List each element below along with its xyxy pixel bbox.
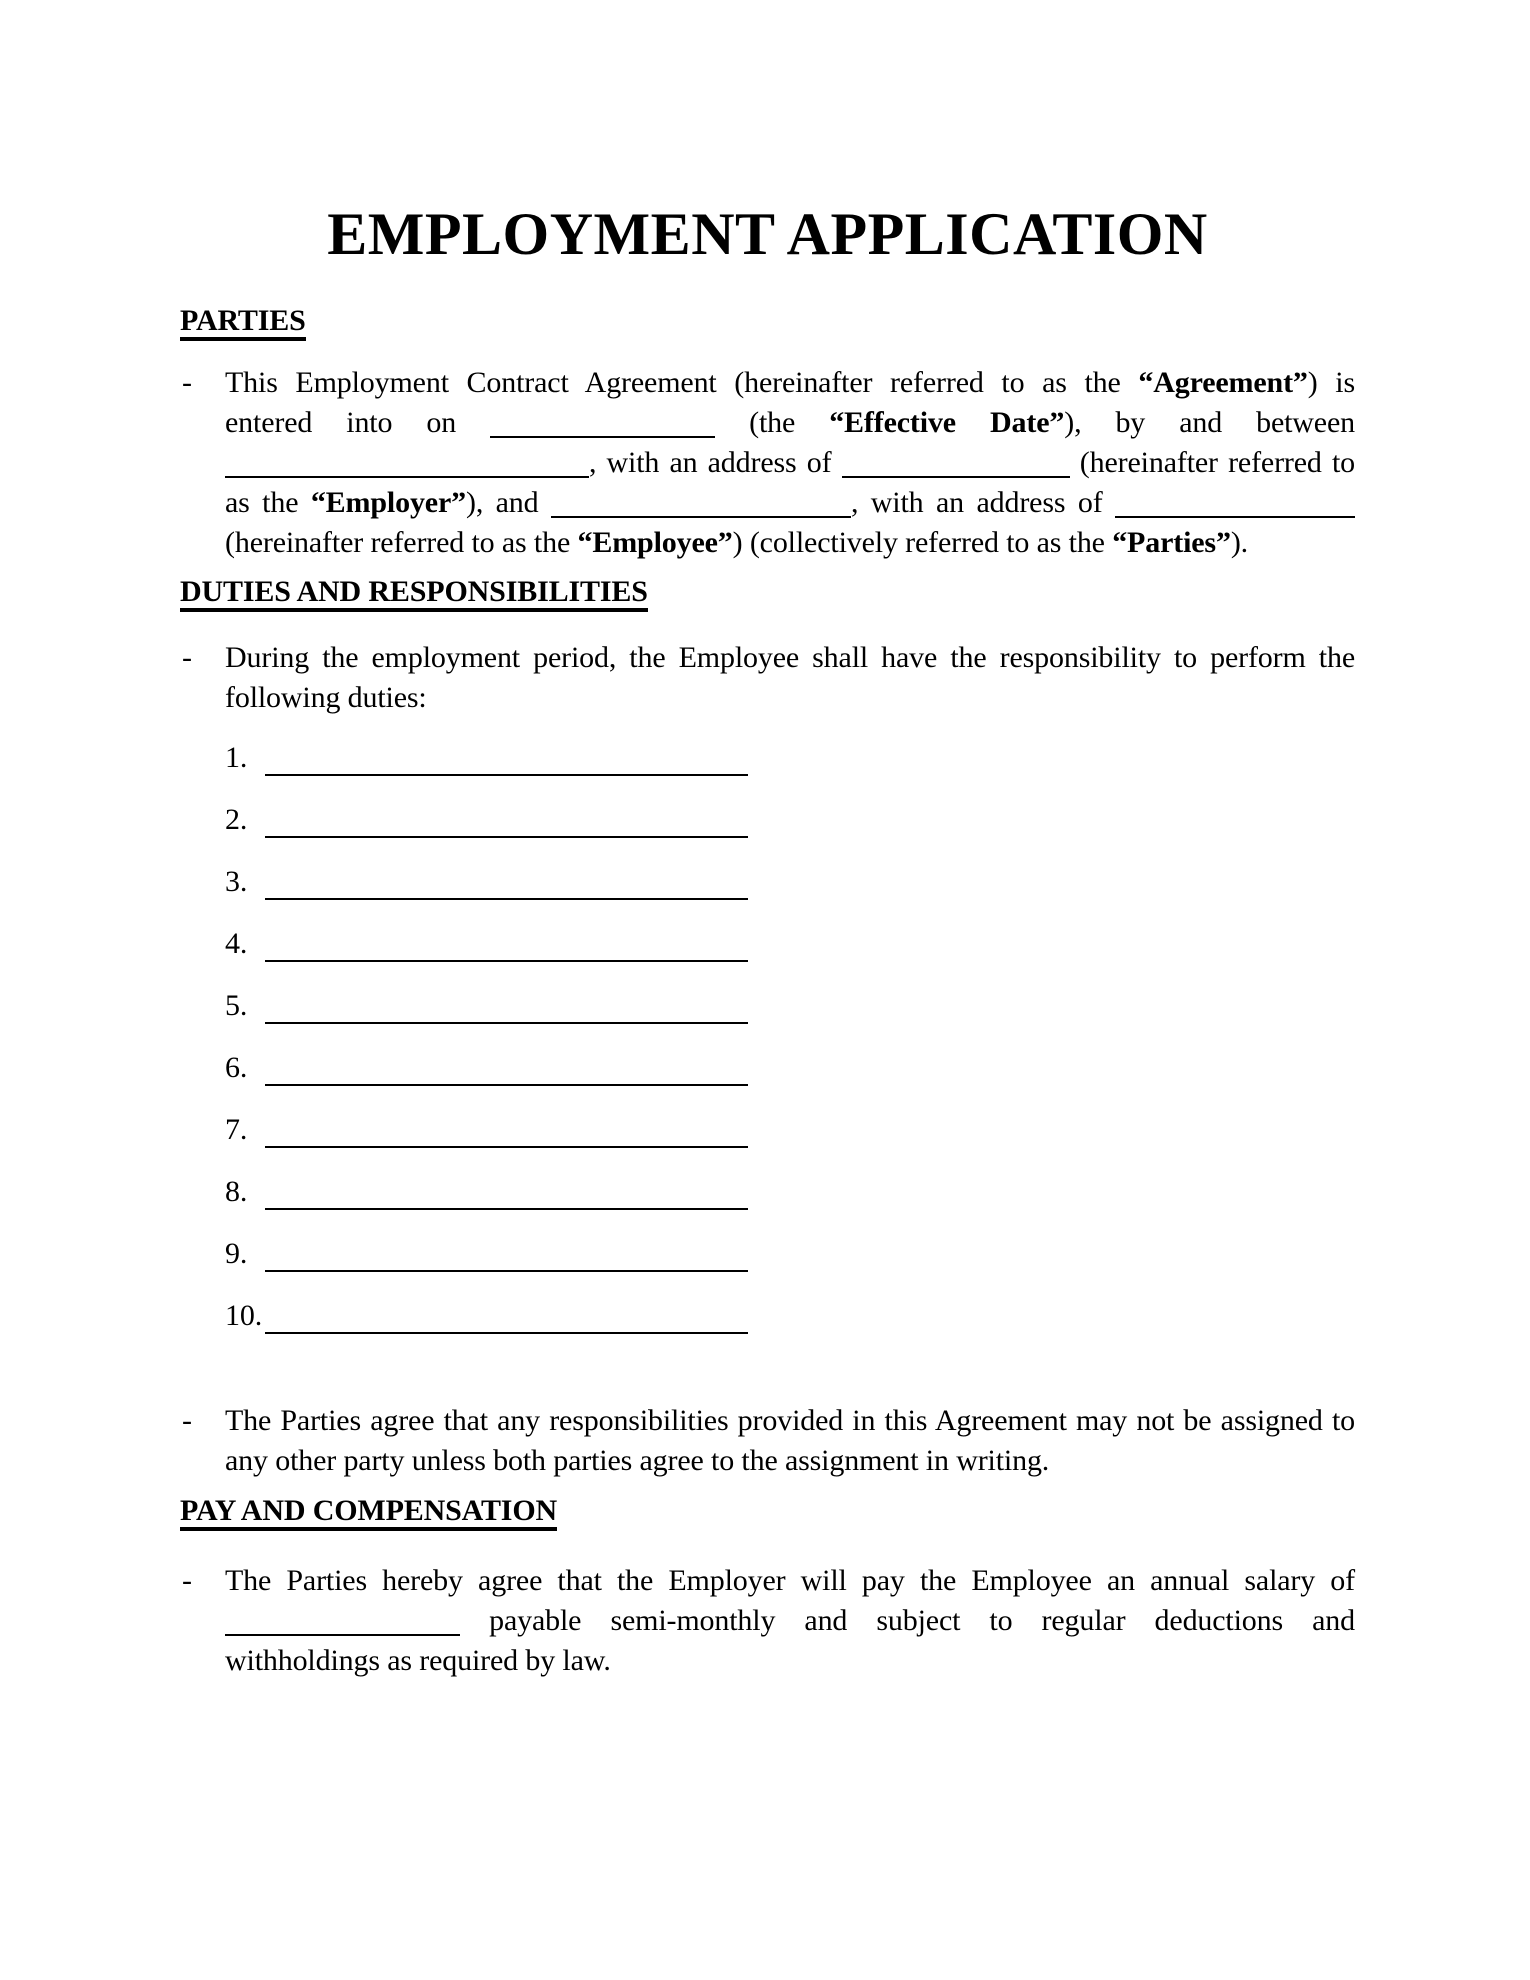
duty-number: 5. (225, 989, 248, 1022)
section-heading-label: PAY AND COMPENSATION (180, 1494, 557, 1531)
duty-number: 3. (225, 865, 248, 898)
duty-item (225, 1234, 1355, 1296)
duty-item (225, 986, 1355, 1048)
document-title: EMPLOYMENT APPLICATION (327, 201, 1208, 267)
defined-term: “Employer” (310, 486, 466, 519)
paragraph-line: (hereinafter referred to as the “Employee”) (collectively referred to as the “Parties”). (225, 526, 1249, 559)
duty-blank-line[interactable] (265, 924, 748, 962)
duty-blank-line[interactable] (265, 986, 748, 1024)
paragraph-line: following duties: (225, 681, 427, 714)
fill-in-blank[interactable] (842, 448, 1070, 478)
bullet-dash: - (182, 641, 192, 674)
duty-item (225, 924, 1355, 986)
paragraph-line: withholdings as required by law. (225, 1644, 611, 1677)
section-heading (180, 572, 1355, 612)
duty-number: 10. (225, 1299, 263, 1332)
fill-in-blank[interactable] (551, 488, 851, 518)
section-duties (180, 572, 1355, 1481)
paragraph-line: The Parties agree that any responsibilities provided in this Agreement may not be assigned to (225, 1404, 1355, 1437)
defined-term: “Agreement” (1138, 366, 1308, 399)
duty-blank-line[interactable] (265, 800, 748, 838)
paragraph-lines (225, 1401, 1355, 1481)
duty-number: 7. (225, 1113, 248, 1146)
duty-item (225, 862, 1355, 924)
section-heading-label: DUTIES AND RESPONSIBILITIES (180, 575, 648, 612)
duty-number: 6. (225, 1051, 248, 1084)
duty-item (225, 1048, 1355, 1110)
duty-blank-line[interactable] (265, 738, 748, 776)
bullet-paragraph (180, 1561, 1355, 1681)
paragraph-line: The Parties hereby agree that the Employer will pay the Employee an annual salary of (225, 1564, 1355, 1597)
duty-item (225, 1110, 1355, 1172)
duty-item (225, 1296, 1355, 1358)
bullet-dash: - (182, 1564, 192, 1597)
duty-number: 9. (225, 1237, 248, 1270)
duty-item (225, 738, 1355, 800)
bullet-paragraph (180, 638, 1355, 718)
paragraph-lines (225, 1561, 1355, 1681)
paragraph-line: any other party unless both parties agree to the assignment in writing. (225, 1444, 1050, 1477)
duty-blank-line[interactable] (265, 1234, 748, 1272)
duty-blank-line[interactable] (265, 1110, 748, 1148)
bullet-dash: - (182, 366, 192, 399)
duty-blank-line[interactable] (265, 1048, 748, 1086)
fill-in-blank[interactable] (225, 1606, 460, 1636)
section-pay (180, 1491, 1355, 1681)
fill-in-blank[interactable] (490, 408, 715, 438)
fill-in-blank[interactable] (225, 448, 589, 478)
paragraph-line: During the employment period, the Employee shall have the responsibility to perform the (225, 641, 1355, 674)
bullet-paragraph (180, 1401, 1355, 1481)
section-parties (180, 301, 1355, 563)
paragraph-lines (225, 363, 1355, 563)
duty-item (225, 1172, 1355, 1234)
section-heading (180, 301, 1355, 341)
defined-term: “Effective Date” (829, 406, 1065, 439)
bullet-paragraph (180, 363, 1355, 563)
document-body (180, 301, 1355, 1681)
duty-number: 4. (225, 927, 248, 960)
duty-blank-line[interactable] (265, 1296, 748, 1334)
paragraph-line: entered into on (the “Effective Date”), by and between (225, 406, 1355, 439)
defined-term: “Parties” (1112, 526, 1231, 559)
paragraph-line: This Employment Contract Agreement (hereinafter referred to as the “Agreement”) is (225, 366, 1355, 399)
duties-list (180, 738, 1355, 1358)
duty-number: 1. (225, 741, 248, 774)
duty-blank-line[interactable] (265, 862, 748, 900)
duty-item (225, 800, 1355, 862)
paragraph-lines (225, 638, 1355, 718)
section-heading (180, 1491, 1355, 1531)
duty-blank-line[interactable] (265, 1172, 748, 1210)
duty-number: 8. (225, 1175, 248, 1208)
defined-term: “Employee” (577, 526, 733, 559)
paragraph-line: as the “Employer”), and , with an address of (225, 483, 1355, 523)
paragraph-line: , with an address of (hereinafter referred to (225, 443, 1355, 483)
fill-in-blank[interactable] (1115, 488, 1355, 518)
duty-number: 2. (225, 803, 248, 836)
bullet-dash: - (182, 1404, 192, 1437)
section-heading-label: PARTIES (180, 304, 306, 341)
paragraph-line: payable semi-monthly and subject to regular deductions and (225, 1601, 1355, 1641)
